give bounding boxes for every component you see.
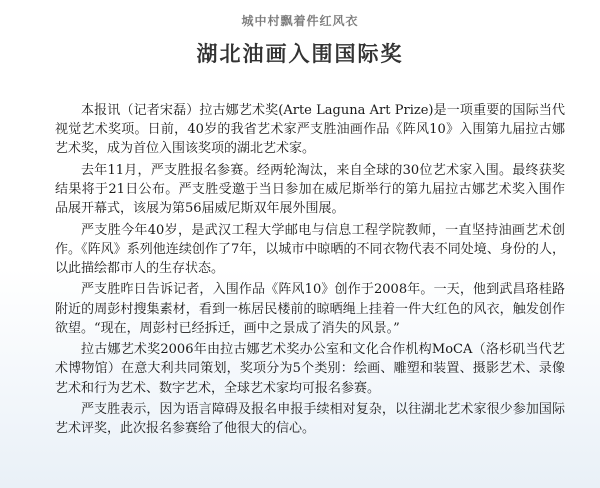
- article-title: 湖北油画入围国际奖: [196, 41, 404, 66]
- article-paragraph: 严支胜今年40岁，是武汉工程大学邮电与信息工程学院教师，一直坚持油画艺术创作。《阵风》系列他连续创作了7年，以城市中晾晒的不同衣物代表不同处境、身份的人，以此描绘都市人的生存状态。: [55, 222, 565, 276]
- article-paragraph: 本报讯（记者宋磊）拉古娜艺术奖(Arte Laguna Art Prize)是一项重要的国际当代视觉艺术奖项。日前，40岁的我省艺术家严支胜油画作品《阵风10》入围第九届拉古娜艺术奖，成为首位入围该奖项的湖北艺术家。: [55, 103, 565, 157]
- article-subtitle: 城中村飘着件红风衣: [241, 14, 359, 28]
- article-paragraph: 拉古娜艺术奖2006年由拉古娜艺术奖办公室和文化合作机构MoCA（洛杉矶当代艺术博物馆）在意大利共同策划，奖项分为5个类别：绘画、雕塑和装置、摄影艺术、录像艺术和行为艺术、数字艺术，全球艺术家均可报名参赛。: [55, 342, 565, 396]
- article-paragraph: 去年11月，严支胜报名参赛。经两轮淘汰，来自全球的30位艺术家入围。最终获奖结果将于21日公布。严支胜受邀于当日参加在威尼斯举行的第九届拉古娜艺术奖入围作品展开幕式，该展为第56届威尼斯双年展外围展。: [55, 162, 565, 217]
- article-paragraph: 严支胜昨日告诉记者，入围作品《阵风10》创作于2008年。一天，他到武昌珞桂路附近的周彭村搜集素材，看到一栋居民楼前的晾晒绳上挂着一件大红色的风衣，触发创作欲望。“现在，周彭村已经拆迁，画中之景成了消失的风景。”: [55, 282, 565, 336]
- article-body: [55, 101, 565, 441]
- article-paragraph: 严支胜表示，因为语言障碍及报名申报手续相对复杂，以往湖北艺术家很少参加国际艺术评奖，此次报名参赛给了他很大的信心。: [55, 401, 565, 437]
